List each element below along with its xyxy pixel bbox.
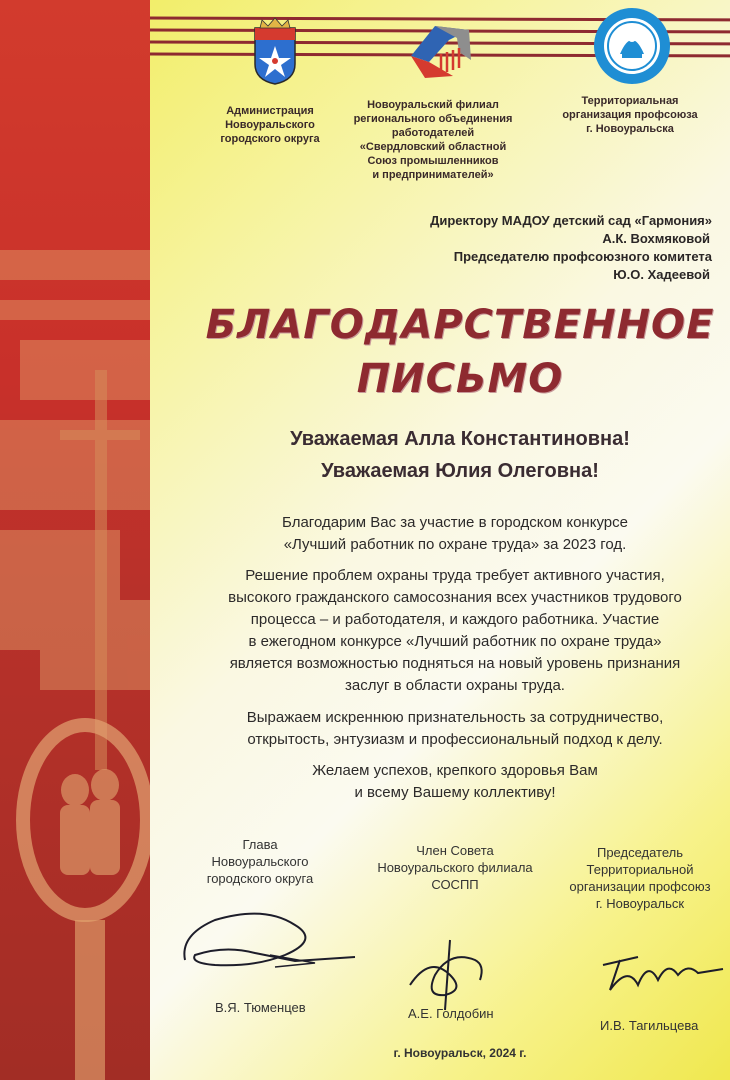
document-title-line-2: ПИСЬМО [356, 356, 564, 402]
signature-1-image [175, 905, 360, 990]
org-caption-employers-union: Новоуральский филиал регионального объединения работодателей «Свердловский областной Союз промышленников и предпринимателей» [353, 99, 513, 181]
paragraph-thanks: Благодарим Вас за участие в городском конкурсе «Лучший работник по охране труда» за 2023 год. [282, 514, 628, 553]
addressee-line-1: Директору МАДОУ детский сад «Гармония» [430, 213, 712, 228]
signatory-2-title: Член Совета Новоуральского филиала СОСПП [377, 843, 533, 892]
footer-place-date: г. Новоуральск, 2024 г. [393, 1046, 527, 1060]
greeting-line-1: Уважаемая Алла Константиновна! [290, 428, 630, 450]
signatory-1-title: Глава Новоуральского городского округа [206, 837, 314, 886]
coat-of-arms-icon [252, 16, 298, 86]
signatory-3-title: Председатель Территориальной организации профсоюз г. Новоуральск [569, 845, 711, 911]
signature-3-image [598, 945, 728, 1000]
paragraph-labor-safety: Решение проблем охраны труда требует активного участия, высокого гражданского самосознания всех участников трудового процесса – и работодателя, и каждого работника. Участие в ежегодном конкурсе «Лучший работник по охране труда» является возможностью подняться на новый уровень признания заслуг в области охраны труда. [228, 567, 682, 694]
employers-union-logo-icon [405, 16, 477, 88]
signatory-3-name: И.В. Тагильцева [600, 1018, 699, 1033]
document-title-line-1: БЛАГОДАРСТВЕННОЕ [205, 302, 715, 348]
paragraph-wishes: Желаем успехов, крепкого здоровья Вам и всему Вашему коллективу! [312, 762, 598, 801]
addressee-line-2: А.К. Вохмяковой [602, 231, 710, 246]
signature-2-image [405, 935, 500, 1015]
greeting-line-2: Уважаемая Юлия Олеговна! [321, 460, 599, 482]
signatory-2-name: А.Е. Голдобин [408, 1006, 494, 1021]
signatory-1-name: В.Я. Тюменцев [215, 1000, 306, 1015]
addressee-line-4: Ю.О. Хадеевой [613, 267, 710, 282]
org-caption-administration: Администрация Новоуральского городского округа [220, 105, 320, 145]
org-caption-trade-union: Территориальная организация профсоюза г. Новоуральска [562, 95, 698, 135]
addressee-line-3: Председателю профсоюзного комитета [453, 249, 712, 264]
paragraph-gratitude: Выражаем искреннюю признательность за сотрудничество, открытость, энтузиазм и профессиональный подход к делу. [246, 709, 664, 748]
trade-union-emblem-icon [592, 6, 672, 86]
